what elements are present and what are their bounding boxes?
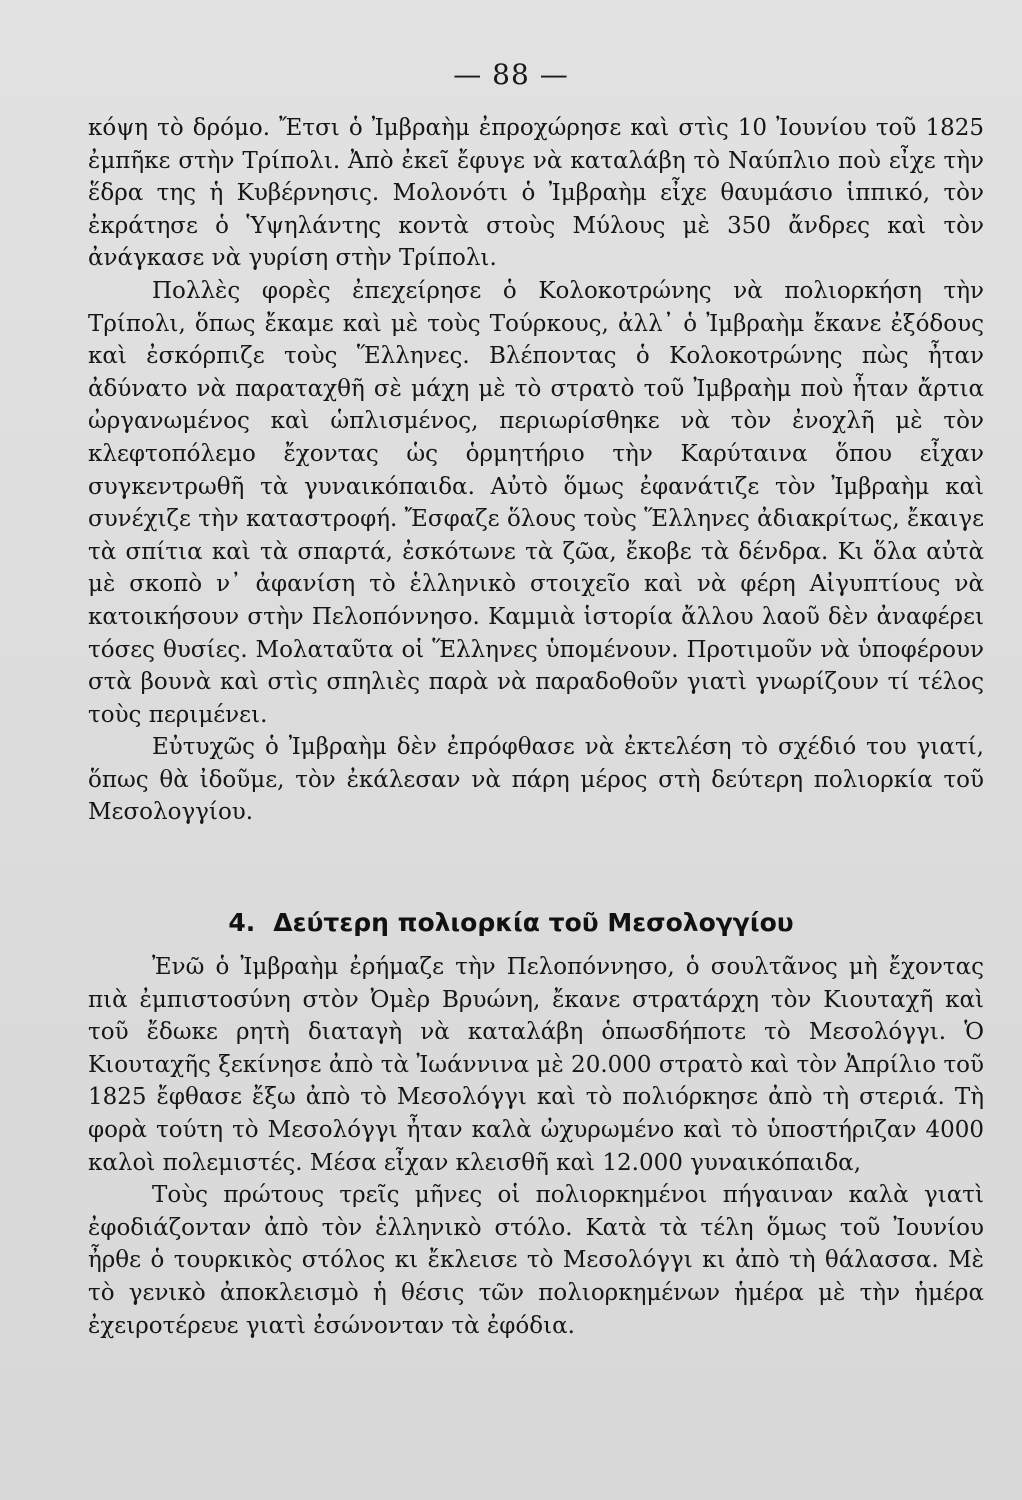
section-heading-number: 4. <box>228 908 256 937</box>
page-number: — 88 — <box>453 58 569 91</box>
section-2-text <box>88 951 984 1342</box>
section-1-text <box>88 112 984 829</box>
paragraph: κόψη τὸ δρόμο. Ἔτσι ὁ Ἰμβραὴμ ἐπροχώρησε καὶ στὶς 10 Ἰουνίου τοῦ 1825 ἐμπῆκε στὴν Τρίπολι. Ἀπὸ ἐκεῖ ἔφυγε νὰ καταλάβη τὸ Ναύπλιο ποὺ εἶχε τὴν ἕδρα της ἡ Κυβέρνησις. Μολονότι ὁ Ἰμβραὴμ εἶχε θαυμάσιο ἱππικό, τὸν ἐκράτησε ὁ Ὑψηλάντης κοντὰ στοὺς Μύλους μὲ 350 ἄνδρες καὶ τὸν ἀνάγκασε νὰ γυρίση στὴν Τρίπολι. <box>88 115 984 272</box>
paragraph: Τοὺς πρώτους τρεῖς μῆνες οἱ πολιορκημένοι πήγαιναν καλὰ γιατὶ ἐφοδιάζονταν ἀπὸ τὸν ἑλληνικὸ στόλο. Κατὰ τὰ τέλη ὅμως τοῦ Ἰουνίου ἦρθε ὁ τουρκικὸς στόλος κι ἔκλεισε τὸ Μεσολόγγι κι ἀπὸ τὴ θάλασσα. Μὲ τὸ γενικὸ ἀποκλεισμὸ ἡ θέσις τῶν πολιορκημένων ἡμέρα μὲ τὴν ἡμέρα ἐχειροτέρευε γιατὶ ἐσώνονταν τὰ ἐφόδια. <box>88 1182 984 1339</box>
section-heading-title: Δεύτερη πολιορκία τοῦ Μεσολογγίου <box>273 908 794 937</box>
section-heading <box>0 908 1022 937</box>
paragraph: Πολλὲς φορὲς ἐπεχείρησε ὁ Κολοκοτρώνης νὰ πολιορκήση τὴν Τρίπολι, ὅπως ἔκαμε καὶ μὲ τοὺς Τούρκους, ἀλλ᾽ ὁ Ἰμβραὴμ ἔκανε ἐξόδους καὶ ἐσκόρπιζε τοὺς Ἕλληνες. Βλέποντας ὁ Κολοκοτρώνης πὼς ἦταν ἀδύνατο νὰ παραταχθῆ σὲ μάχη μὲ τὸ στρατὸ τοῦ Ἰμβραὴμ ποὺ ἦταν ἄρτια ὠργανωμένος καὶ ὡπλισμένος, περιωρίσθηκε νὰ τὸν ἐνοχλῆ μὲ τὸν κλεφτοπόλεμο ἔχοντας ὡς ὁρμητήριο τὴν Καρύταινα ὅπου εἶχαν συγκεντρωθῆ τὰ γυναικόπαιδα. Αὐτὸ ὅμως ἐφανάτιζε τὸν Ἰμβραὴμ καὶ συνέχιζε τὴν καταστροφή. Ἔσφαζε ὅλους τοὺς Ἕλληνες ἀδιακρίτως, ἔκαιγε τὰ σπίτια καὶ τὰ σπαρτά, ἐσκότωνε τὰ ζῶα, ἔκοβε τὰ δένδρα. Κι ὅλα αὐτὰ μὲ σκοπὸ ν᾽ ἀφανίση τὸ ἑλληνικὸ στοιχεῖο καὶ νὰ φέρη Αἰγυπτίους νὰ κατοικήσουν στὴν Πελοπόννησο. Καμμιὰ ἱστορία ἄλλου λαοῦ δὲν ἀναφέρει τόσες θυσίες. Μολαταῦτα οἱ Ἕλληνες ὑπομένουν. Προτιμοῦν νὰ ὑποφέρουν στὰ βουνὰ καὶ στὶς σπηλιὲς παρὰ νὰ παραδοθοῦν γιατὶ γνωρίζουν τί τέλος τοὺς περιμένει. <box>88 277 984 728</box>
paragraph: Ἐνῶ ὁ Ἰμβραὴμ ἐρήμαζε τὴν Πελοπόννησο, ὁ σουλτᾶνος μὴ ἔχοντας πιὰ ἐμπιστοσύνη στὸν Ὀμὲρ Βρυώνη, ἔκανε στρατάρχη τὸν Κιουταχῆ καὶ τοῦ ἔδωκε ρητὴ διαταγὴ νὰ καταλάβη ὁπωσδήποτε τὸ Μεσολόγγι. Ὁ Κιουταχῆς ξεκίνησε ἀπὸ τὰ Ἰωάννινα μὲ 20.000 στρατὸ καὶ τὸν Ἀπρίλιο τοῦ 1825 ἔφθασε ἔξω ἀπὸ τὸ Μεσολόγγι καὶ τὸ πολιόρκησε ἀπὸ τὴ στεριά. Τὴ φορὰ τούτη τὸ Μεσολόγγι ἦταν καλὰ ὠχυρωμένο καὶ τὸ ὑποστήριζαν 4000 καλοὶ πολεμιστές. Μέσα εἶχαν κλεισθῆ καὶ 12.000 γυναικόπαιδα, <box>88 954 984 1176</box>
paragraph: Εὐτυχῶς ὁ Ἰμβραὴμ δὲν ἐπρόφθασε νὰ ἐκτελέση τὸ σχέδιό του γιατί, ὅπως θὰ ἰδοῦμε, τὸν ἐκάλεσαν νὰ πάρη μέρος στὴ δεύτερη πολιορκία τοῦ Μεσολογγίου. <box>88 734 984 826</box>
